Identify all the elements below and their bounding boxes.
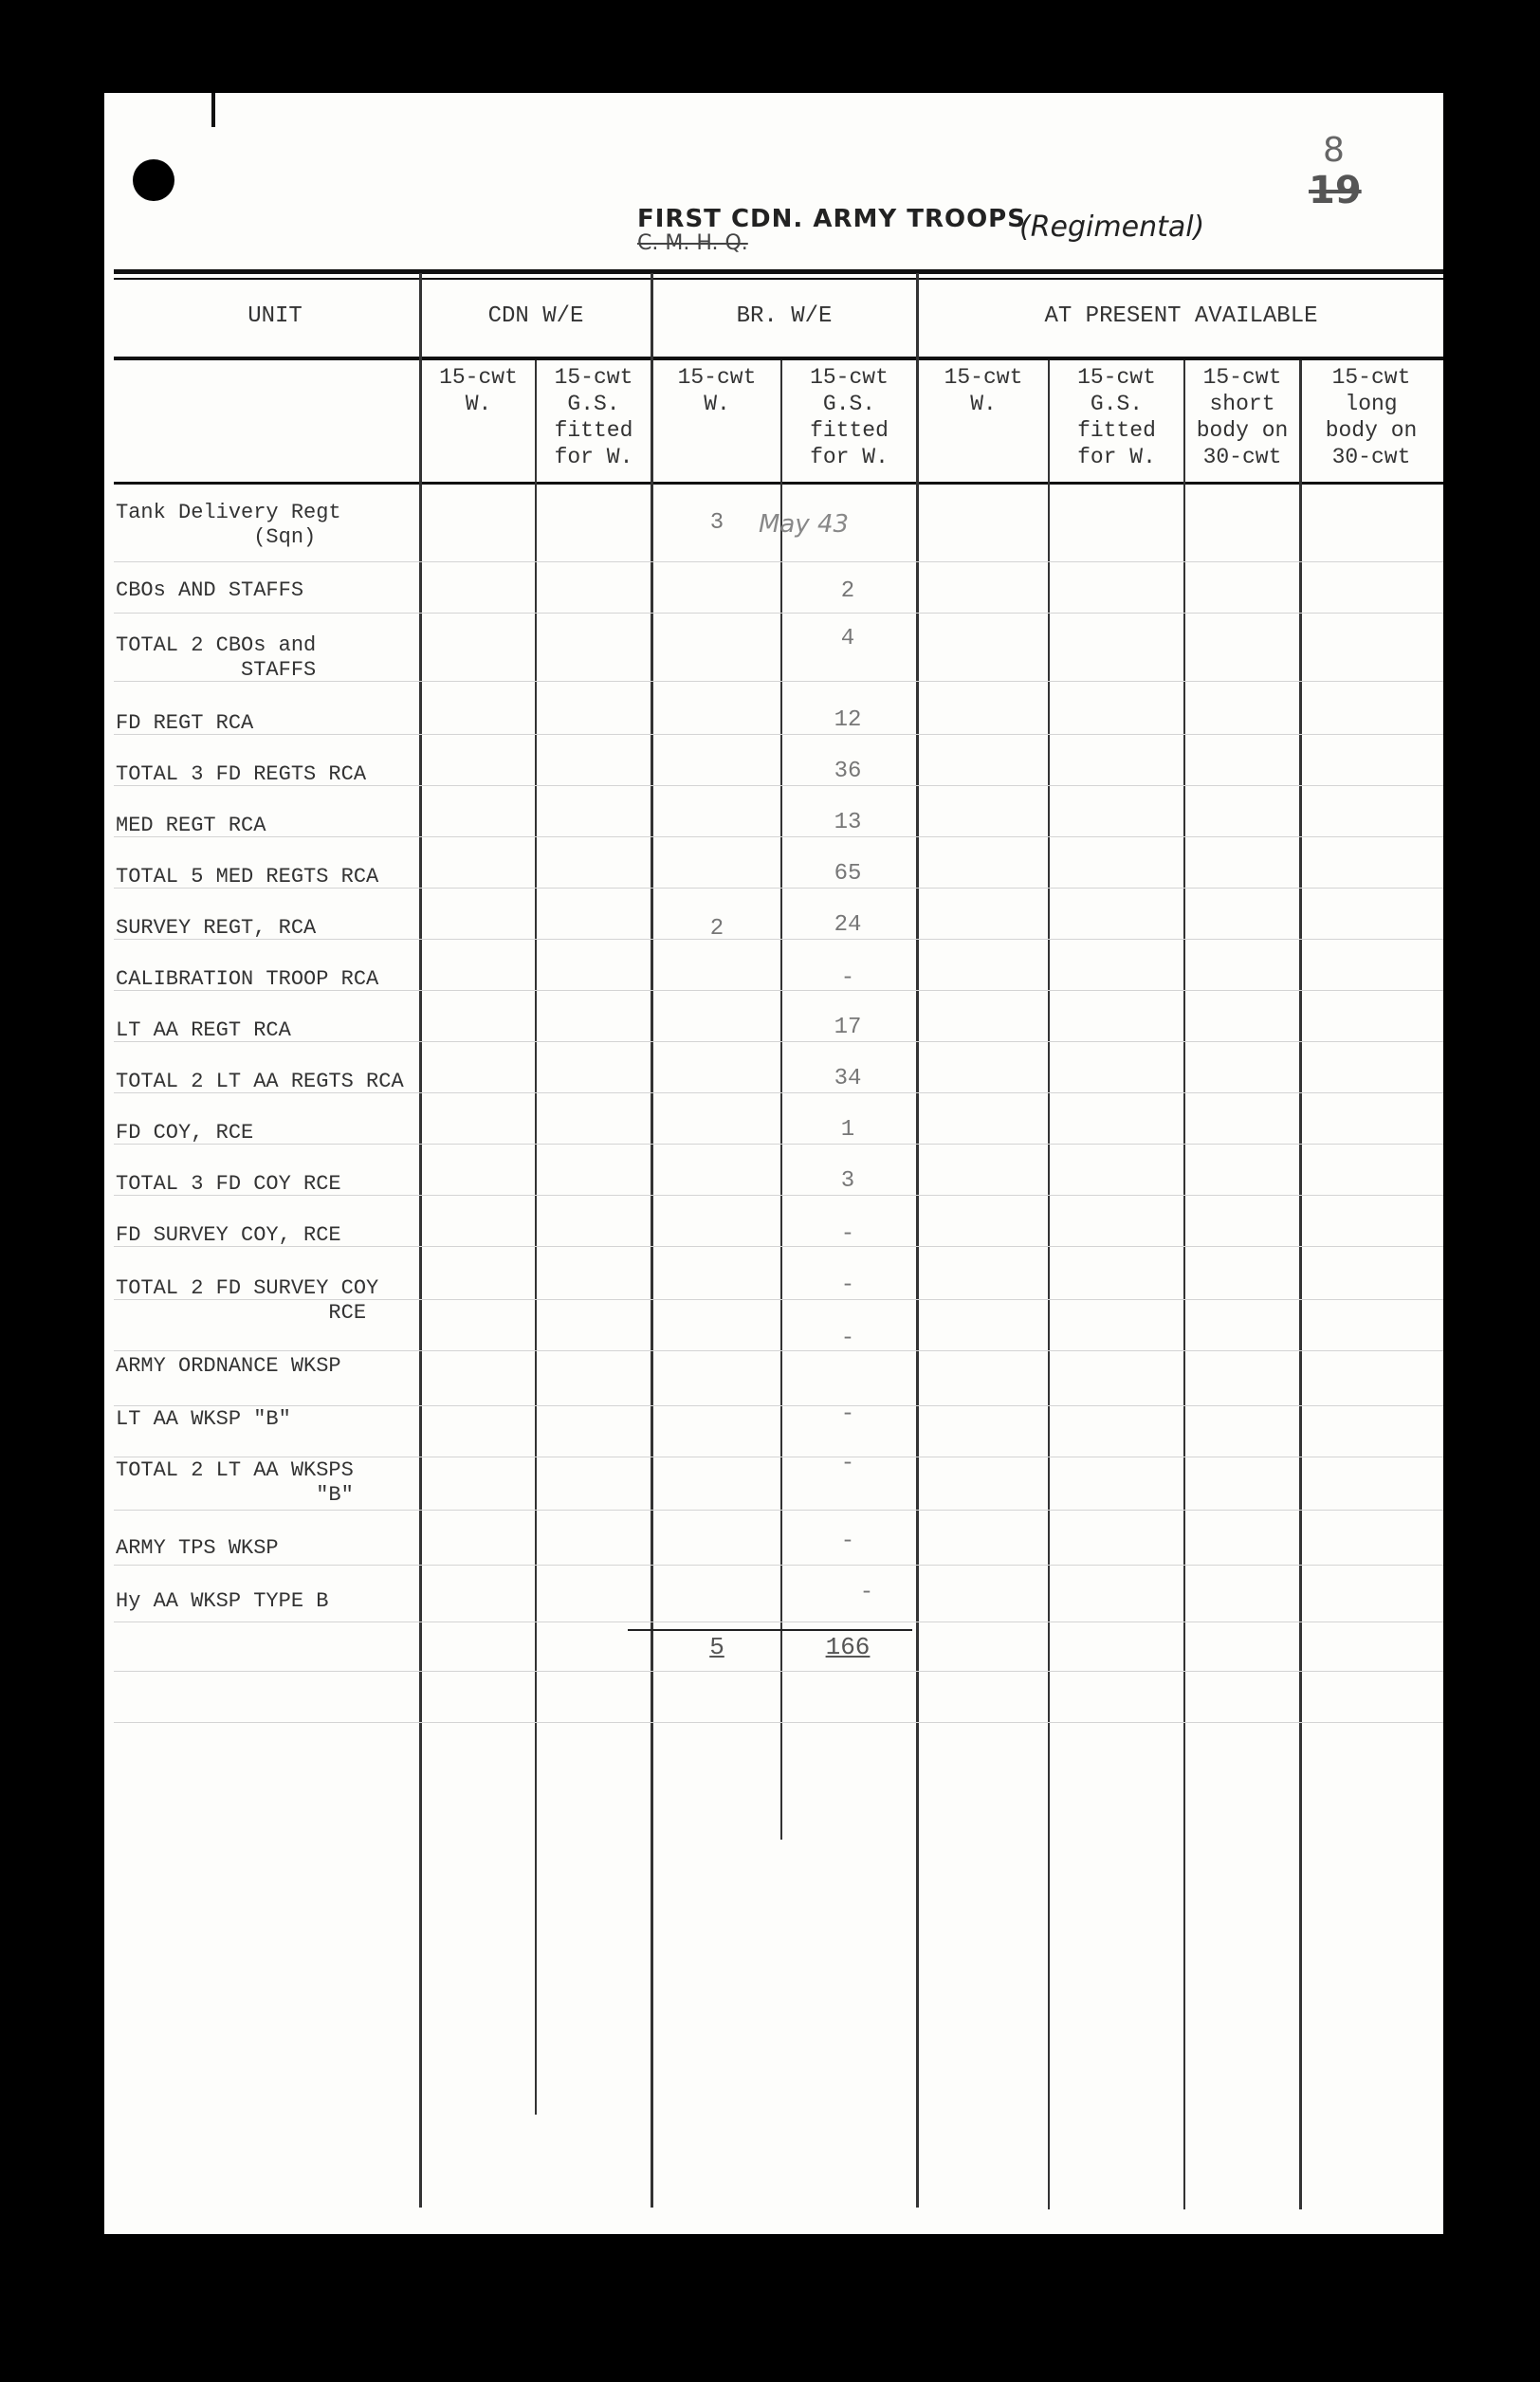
br-gs-value: 12: [834, 707, 862, 733]
pen-tick-mark: [211, 93, 215, 127]
row-separator: [114, 613, 1443, 614]
br-gs-value: -: [840, 1402, 855, 1427]
page-number-struck: 19: [1309, 169, 1362, 212]
subheader-pa-gs: 15-cwt G.S. fitted for W.: [1077, 365, 1156, 469]
page-title-struck: C. M. H. Q.: [637, 231, 748, 255]
br-gs-value: 24: [834, 912, 862, 938]
table-row-unit: Tank Delivery Regt (Sqn): [116, 501, 341, 549]
totals-rule: [628, 1629, 912, 1631]
header-cdn-we: CDN W/E: [487, 303, 584, 329]
subheader-cdn-gs: 15-cwt G.S. fitted for W.: [554, 365, 633, 469]
table-row-unit: CALIBRATION TROOP RCA: [116, 967, 379, 991]
table-row-unit: FD REGT RCA: [116, 711, 254, 735]
br-w-value: 3: [709, 510, 724, 536]
br-gs-value: 34: [834, 1066, 862, 1091]
table-row-unit: MED REGT RCA: [116, 814, 266, 837]
br-gs-value: 65: [834, 861, 862, 887]
total-br-gs: 166: [825, 1633, 871, 1661]
br-gs-value: -: [840, 1273, 855, 1298]
subheader-br-w: 15-cwt W.: [677, 365, 757, 416]
table-row-unit: TOTAL 2 FD SURVEY COY RCE: [116, 1276, 379, 1325]
header-unit: UNIT: [248, 303, 302, 329]
row-separator: [114, 1041, 1443, 1042]
br-gs-value: -: [840, 1529, 855, 1554]
table-row-unit: FD SURVEY COY, RCE: [116, 1223, 341, 1247]
row-separator: [114, 836, 1443, 837]
row-separator: [114, 1565, 1443, 1566]
br-gs-value: 4: [840, 626, 855, 651]
row-separator: [114, 1144, 1443, 1145]
table-row-unit: TOTAL 2 LT AA WKSPS "B": [116, 1458, 354, 1507]
column-divider-cdn: [535, 360, 537, 2115]
page-title-regimental: (Regimental): [1019, 211, 1205, 244]
header-mid-rule: [114, 357, 1443, 360]
column-divider-unit: [419, 273, 422, 2208]
table-row-unit: LT AA WKSP "B": [116, 1407, 291, 1431]
subheader-pa-long: 15-cwt long body on 30-cwt: [1325, 365, 1418, 469]
column-divider-br-pa: [916, 273, 919, 2208]
column-divider-pa-3: [1299, 360, 1302, 2209]
br-gs-value: -: [840, 965, 855, 991]
table-row-unit: Hy AA WKSP TYPE B: [116, 1589, 329, 1613]
br-gs-value: 1: [840, 1117, 855, 1143]
subheader-br-gs: 15-cwt G.S. fitted for W.: [810, 365, 889, 469]
table-row-unit: ARMY ORDNANCE WKSP: [116, 1354, 341, 1378]
column-divider-br: [780, 360, 782, 1840]
table-row-unit: FD COY, RCE: [116, 1121, 254, 1145]
br-gs-value: 36: [834, 759, 862, 784]
document-sheet: [104, 93, 1443, 2234]
table-row-unit: ARMY TPS WKSP: [116, 1536, 279, 1560]
row-separator: [114, 1671, 1443, 1672]
punch-hole: [133, 159, 174, 201]
br-gs-value: -: [840, 1451, 855, 1476]
table-row-unit: LT AA REGT RCA: [116, 1018, 291, 1042]
table-row-unit: SURVEY REGT, RCA: [116, 916, 317, 940]
row-separator: [114, 734, 1443, 735]
br-gs-value: 3: [840, 1168, 855, 1194]
row-separator: [114, 1722, 1443, 1723]
header-present-available: AT PRESENT AVAILABLE: [1044, 303, 1318, 329]
subheader-pa-short: 15-cwt short body on 30-cwt: [1196, 365, 1289, 469]
br-handwritten-note: May 43: [759, 510, 850, 539]
header-top-rule-2: [114, 278, 1443, 280]
table-row-unit: TOTAL 2 LT AA REGTS RCA: [116, 1070, 404, 1093]
header-bottom-rule: [114, 482, 1443, 485]
br-gs-value: -: [859, 1580, 874, 1605]
header-top-rule: [114, 269, 1443, 274]
br-gs-value: 17: [834, 1015, 862, 1040]
br-gs-value: 13: [834, 810, 862, 835]
table-row-unit: TOTAL 3 FD REGTS RCA: [116, 762, 367, 786]
row-separator: [114, 1350, 1443, 1351]
page-title: FIRST CDN. ARMY TROOPS: [637, 205, 1026, 233]
header-br-we: BR. W/E: [736, 303, 833, 329]
page-number: 8: [1323, 131, 1345, 170]
table-row-unit: TOTAL 5 MED REGTS RCA: [116, 865, 379, 889]
total-br-w: 5: [709, 1633, 724, 1661]
row-separator: [114, 1510, 1443, 1511]
subheader-pa-w: 15-cwt W.: [944, 365, 1023, 416]
column-divider-pa-1: [1048, 360, 1050, 2209]
br-gs-value: -: [840, 1221, 855, 1247]
column-divider-pa-2: [1183, 360, 1185, 2209]
subheader-cdn-w: 15-cwt W.: [439, 365, 518, 416]
table-row-unit: TOTAL 3 FD COY RCE: [116, 1172, 341, 1196]
column-divider-cdn-br: [651, 273, 653, 2208]
br-gs-value: 2: [840, 578, 855, 604]
br-gs-value: -: [840, 1326, 855, 1351]
row-separator: [114, 561, 1443, 562]
row-separator: [114, 1405, 1443, 1406]
table-row-unit: CBOs AND STAFFS: [116, 578, 304, 602]
br-w-value: 2: [709, 916, 724, 942]
table-row-unit: TOTAL 2 CBOs and STAFFS: [116, 633, 317, 682]
